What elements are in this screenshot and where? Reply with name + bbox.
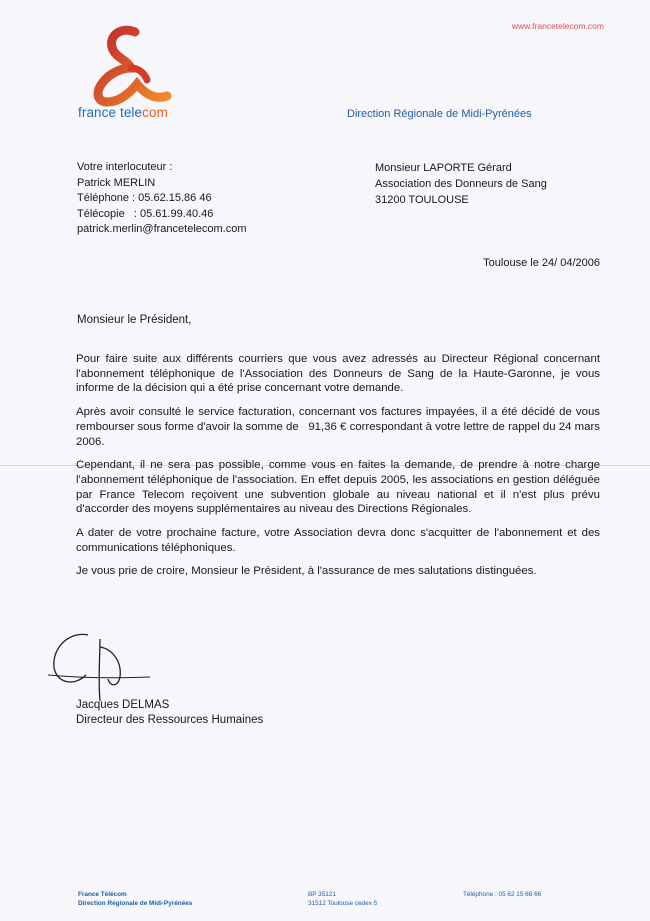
salutation: Monsieur le Président, — [77, 314, 192, 326]
footer-phone: Téléphone : 05 62 15 66 66 — [463, 891, 542, 898]
recipient-block — [375, 160, 547, 208]
footer-org — [78, 891, 192, 908]
sender-fax: Télécopie : 05.61.99.40.46 — [77, 207, 214, 220]
footer-address — [308, 891, 377, 908]
recipient-name: Monsieur LAPORTE Gérard — [375, 162, 512, 174]
footer-bp: BP 35121 — [308, 891, 336, 898]
brand-prefix: france tele — [78, 105, 143, 120]
letter-date: Toulouse le 24/ 04/2006 — [483, 257, 600, 269]
footer-org-name: France Télécom — [78, 891, 127, 898]
brand-name — [78, 105, 168, 120]
footer-city: 31512 Toulouse cedex 5 — [308, 899, 378, 907]
paragraph-1: Pour faire suite aux différents courriers que vous avez adressés au Directeur Régional concernant l'abonnement téléphonique de l'Association des Donneurs de Sang de la Haute-Garonne, je vous informe de la décision qui a été prise concernant votre demande. — [76, 353, 600, 395]
paragraph-3: Cependant, il ne sera pas possible, comme vous en faites la demande, de prendre à notre charge l'abonnement téléphonique de l'association. En effet depuis 2005, les associations en gestion déléguée par France Telecom reçoivent une subvention globale au niveau national et il n'est plus prévu d'accorder des moyens supplémentaires au niveau des Directions Régionales. — [76, 459, 600, 516]
sender-label: Votre interlocuteur : — [77, 161, 173, 173]
recipient-org: Association des Donneurs de Sang — [375, 178, 547, 190]
paragraph-4: A dater de votre prochaine facture, votre Association devra donc s'acquitter de l'abonnement et des communications téléphoniques. — [76, 527, 600, 554]
signatory-title: Directeur des Ressources Humaines — [76, 714, 264, 726]
paragraph-5: Je vous prie de croire, Monsieur le Président, à l'assurance de mes salutations distinguées. — [76, 565, 537, 578]
sender-email: patrick.merlin@francetelecom.com — [77, 223, 247, 235]
letter-body — [76, 352, 604, 588]
website-url: www.francetelecom.com — [511, 21, 604, 31]
handwritten-signature — [40, 617, 160, 707]
sender-phone: Téléphone : 05.62.15.86 46 — [77, 192, 212, 204]
brand-highlight: com — [142, 105, 168, 120]
recipient-city: 31200 TOULOUSE — [375, 194, 469, 206]
signatory-name: Jacques DELMAS — [76, 699, 170, 711]
footer-direction: Direction Régionale de Midi-Pyrénées — [78, 899, 193, 907]
signatory-block — [76, 698, 263, 728]
sender-name: Patrick MERLIN — [77, 176, 156, 189]
sender-block — [77, 160, 247, 238]
paragraph-2: Après avoir consulté le service facturation, concernant vos factures impayées, il a été décidé de vous rembourser sous forme d'avoir la somme de 91,36 € correspondant à votre lettre de rappel du 24 mars 2006. — [76, 406, 604, 448]
regional-direction: Direction Régionale de Midi-Pyrénées — [347, 108, 532, 120]
